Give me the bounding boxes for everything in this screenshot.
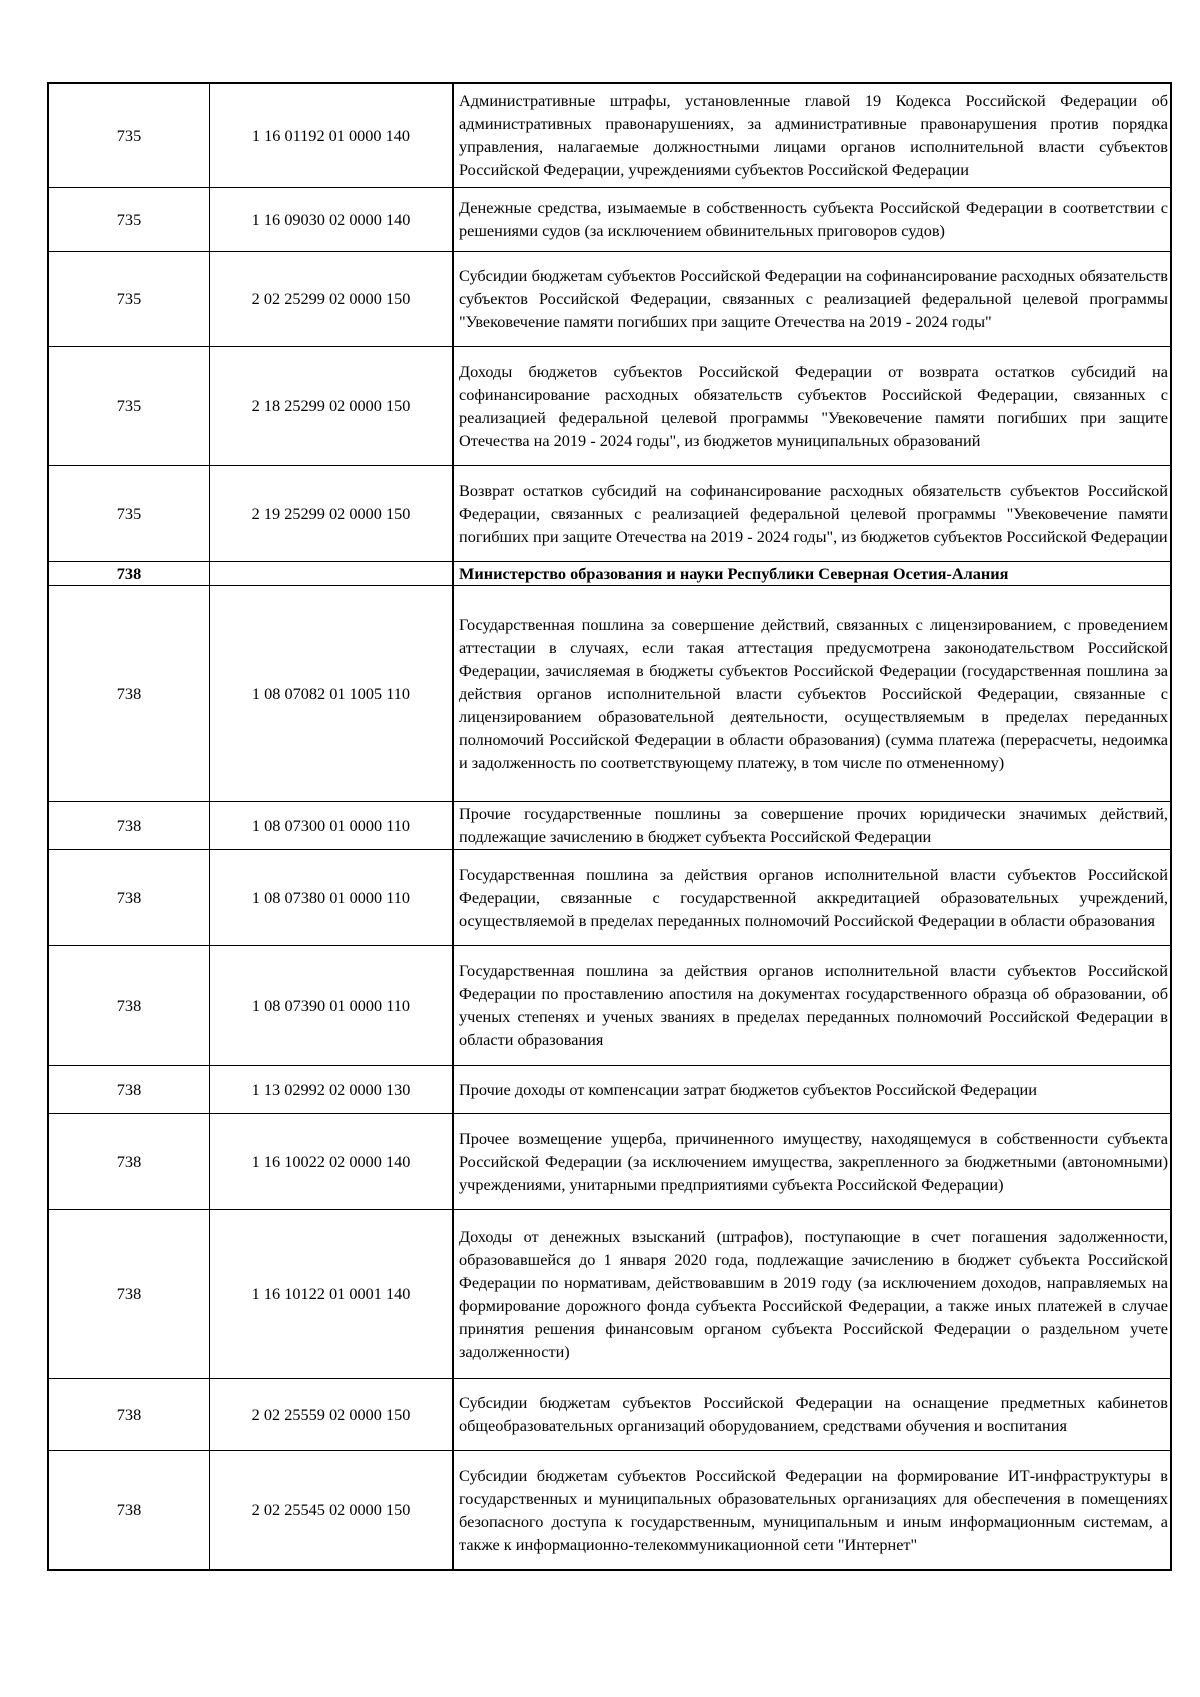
table-row <box>48 1113 1171 1209</box>
revenue-description-cell: Государственная пошлина за действия органов исполнительной власти субъектов Российской Федерации, связанные с государственной аккредитацией образовательных учреждений, осуществляемой в пределах переданных полномочий Российской Федерации в области образования <box>453 849 1171 945</box>
budget-revenue-table <box>47 82 1172 1571</box>
budget-classification-code-cell: 2 02 25559 02 0000 150 <box>210 1378 454 1450</box>
table-row <box>48 801 1171 849</box>
admin-code-cell: 735 <box>48 251 210 346</box>
admin-code-cell: 738 <box>48 1065 210 1113</box>
revenue-description-cell: Государственная пошлина за действия органов исполнительной власти субъектов Российской Федерации по проставлению апостиля на документах государственного образца об образовании, об ученых степенях и ученых званиях в пределах переданных полномочий Российской Федерации в области образования <box>453 945 1171 1065</box>
admin-code-cell: 738 <box>48 801 210 849</box>
table-body <box>48 83 1171 1570</box>
table-row <box>48 849 1171 945</box>
budget-classification-code-cell: 1 08 07300 01 0000 110 <box>210 801 454 849</box>
budget-classification-code-cell: 2 18 25299 02 0000 150 <box>210 346 454 465</box>
budget-classification-code-cell <box>210 561 454 585</box>
admin-code-cell: 738 <box>48 1450 210 1570</box>
budget-classification-code-cell: 2 02 25299 02 0000 150 <box>210 251 454 346</box>
admin-code-cell: 735 <box>48 346 210 465</box>
administrator-name-cell: Министерство образования и науки Республики Северная Осетия-Алания <box>453 561 1171 585</box>
budget-classification-code-cell: 1 08 07380 01 0000 110 <box>210 849 454 945</box>
admin-code-cell: 735 <box>48 83 210 187</box>
admin-code-cell: 735 <box>48 187 210 251</box>
table-row <box>48 1450 1171 1570</box>
budget-classification-code-cell: 2 19 25299 02 0000 150 <box>210 465 454 561</box>
admin-code-cell: 738 <box>48 561 210 585</box>
budget-classification-code-cell: 1 08 07082 01 1005 110 <box>210 585 454 801</box>
budget-classification-code-cell: 1 16 10022 02 0000 140 <box>210 1113 454 1209</box>
revenue-description-cell: Субсидии бюджетам субъектов Российской Федерации на софинансирование расходных обязательств субъектов Российской Федерации, связанных с реализацией федеральной целевой программы "Увековечение памяти погибших при защите Отечества на 2019 - 2024 годы" <box>453 251 1171 346</box>
admin-code-cell: 738 <box>48 1113 210 1209</box>
revenue-description-cell: Прочие государственные пошлины за совершение прочих юридически значимых действий, подлежащие зачислению в бюджет субъекта Российской Федерации <box>453 801 1171 849</box>
table-row <box>48 945 1171 1065</box>
admin-code-cell: 735 <box>48 465 210 561</box>
revenue-description-cell: Субсидии бюджетам субъектов Российской Федерации на формирование ИТ-инфраструктуры в государственных и муниципальных образовательных организациях для обеспечения в помещениях безопасного доступа к государственным, муниципальным и иным информационным системам, а также к информационно-телекоммуникационной сети "Интернет" <box>453 1450 1171 1570</box>
table-row <box>48 585 1171 801</box>
table-row-section-header <box>48 561 1171 585</box>
revenue-description-cell: Прочее возмещение ущерба, причиненного имуществу, находящемуся в собственности субъекта Российской Федерации (за исключением имущества, закрепленного за бюджетными (автономными) учреждениями, унитарными предприятиями субъекта Российской Федерации) <box>453 1113 1171 1209</box>
admin-code-cell: 738 <box>48 849 210 945</box>
admin-code-cell: 738 <box>48 945 210 1065</box>
table-row <box>48 1209 1171 1378</box>
budget-classification-code-cell: 2 02 25545 02 0000 150 <box>210 1450 454 1570</box>
table-row <box>48 465 1171 561</box>
budget-classification-code-cell: 1 13 02992 02 0000 130 <box>210 1065 454 1113</box>
revenue-description-cell: Государственная пошлина за совершение действий, связанных с лицензированием, с проведением аттестации в случаях, если такая аттестация предусмотрена законодательством Российской Федерации, зачисляемая в бюджеты субъектов Российской Федерации (государственная пошлина за действия органов исполнительной власти субъектов Российской Федерации, связанные с лицензированием образовательной деятельности, осуществляемым в пределах переданных полномочий Российской Федерации в области образования) (сумма платежа (перерасчеты, недоимка и задолженность по соответствующему платежу, в том числе по отмененному) <box>453 585 1171 801</box>
budget-classification-code-cell: 1 08 07390 01 0000 110 <box>210 945 454 1065</box>
table-row <box>48 83 1171 187</box>
table-row <box>48 251 1171 346</box>
table-row <box>48 1065 1171 1113</box>
table-row <box>48 346 1171 465</box>
budget-classification-code-cell: 1 16 01192 01 0000 140 <box>210 83 454 187</box>
admin-code-cell: 738 <box>48 1378 210 1450</box>
revenue-description-cell: Доходы от денежных взысканий (штрафов), поступающие в счет погашения задолженности, образовавшейся до 1 января 2020 года, подлежащие зачислению в бюджет субъекта Российской Федерации по нормативам, действовавшим в 2019 году (за исключением доходов, направляемых на формирование дорожного фонда субъекта Российской Федерации, а также иных платежей в случае принятия решения финансовым органом субъекта Российской Федерации о раздельном учете задолженности) <box>453 1209 1171 1378</box>
table-row <box>48 1378 1171 1450</box>
admin-code-cell: 738 <box>48 1209 210 1378</box>
budget-classification-code-cell: 1 16 10122 01 0001 140 <box>210 1209 454 1378</box>
revenue-description-cell: Субсидии бюджетам субъектов Российской Федерации на оснащение предметных кабинетов общеобразовательных организаций оборудованием, средствами обучения и воспитания <box>453 1378 1171 1450</box>
budget-classification-code-cell: 1 16 09030 02 0000 140 <box>210 187 454 251</box>
revenue-description-cell: Денежные средства, изымаемые в собственность субъекта Российской Федерации в соответствии с решениями судов (за исключением обвинительных приговоров судов) <box>453 187 1171 251</box>
revenue-description-cell: Доходы бюджетов субъектов Российской Федерации от возврата остатков субсидий на софинансирование расходных обязательств субъектов Российской Федерации, связанных с реализацией федеральной целевой программы "Увековечение памяти погибших при защите Отечества на 2019 - 2024 годы", из бюджетов муниципальных образований <box>453 346 1171 465</box>
admin-code-cell: 738 <box>48 585 210 801</box>
revenue-description-cell: Возврат остатков субсидий на софинансирование расходных обязательств субъектов Российской Федерации, связанных с реализацией федеральной целевой программы "Увековечение памяти погибших при защите Отечества на 2019 - 2024 годы", из бюджетов субъектов Российской Федерации <box>453 465 1171 561</box>
table-row <box>48 187 1171 251</box>
revenue-description-cell: Административные штрафы, установленные главой 19 Кодекса Российской Федерации об административных правонарушениях, за административные правонарушения против порядка управления, налагаемые должностными лицами органов исполнительной власти субъектов Российской Федерации, учреждениями субъектов Российской Федерации <box>453 83 1171 187</box>
revenue-description-cell: Прочие доходы от компенсации затрат бюджетов субъектов Российской Федерации <box>453 1065 1171 1113</box>
